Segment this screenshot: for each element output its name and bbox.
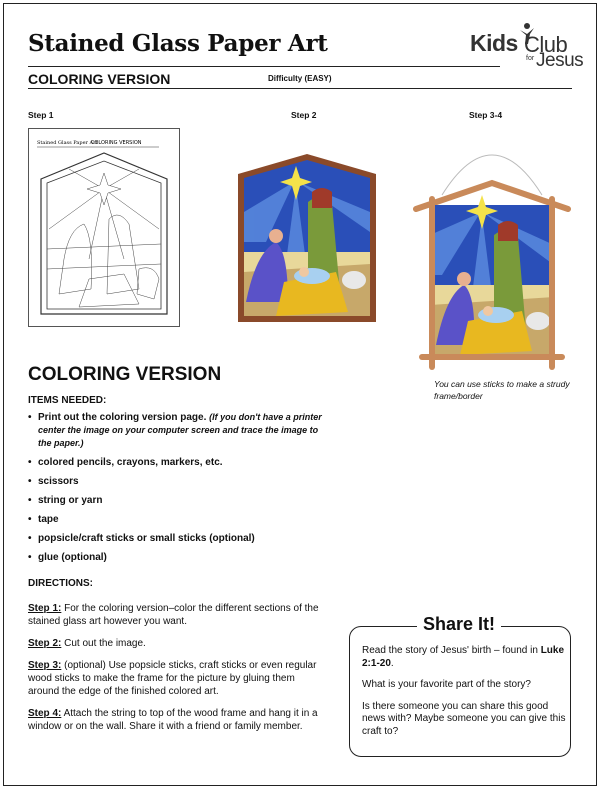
difficulty: Difficulty (EASY) (268, 74, 332, 83)
logo-kids: Kids (470, 30, 518, 56)
share-paragraph: Read the story of Jesus' birth – found in Luke 2:1-20. (362, 645, 565, 669)
subtitle: COLORING VERSION (28, 71, 171, 87)
direction-step: Step 2: Cut out the image. (28, 638, 146, 649)
share-body (362, 645, 567, 747)
thumb-title: Stained Glass Paper Art (37, 140, 98, 146)
direction-step: Step 1: For the coloring version–color the different sections of the stained glass art however you want. (28, 603, 319, 627)
direction-step: Step 4: Attach the string to top of the wood frame and hang it in a window or on the wall. Share it with a friend or family member. (28, 708, 318, 732)
logo-for: for (526, 55, 535, 62)
page-title: Stained Glass Paper Art (28, 30, 328, 57)
coloring-outline-image (29, 129, 179, 326)
step2-label: Step 2 (291, 110, 317, 120)
item-note: (If you don't have a printer center the image on your computer screen and trace the image to the paper.) (38, 412, 322, 448)
items-list (28, 411, 328, 570)
list-item: • Print out the coloring version page. (If you don't have a printer center the image on your computer screen and trace the image to the paper.) (28, 411, 328, 450)
kids-club-logo (470, 22, 582, 70)
frame-caption: You can use sticks to make a strudy frame/border (434, 379, 570, 401)
section-heading: COLORING VERSION (28, 364, 222, 385)
thumb-subtitle: COLORING VERSION (91, 140, 142, 146)
subtitle-rule (28, 88, 572, 89)
logo-club: Club (524, 32, 568, 57)
list-item: • scissors (28, 475, 328, 488)
nativity-framed-svg (412, 135, 572, 370)
share-paragraph: Is there someone you can share this good news with? Maybe someone you can give this craft to? (362, 700, 566, 737)
list-item: • colored pencils, crayons, markers, etc. (28, 456, 328, 469)
coloring-page-thumbnail (28, 128, 180, 327)
directions-heading: DIRECTIONS: (28, 578, 93, 589)
logo-jesus: Jesus (536, 50, 584, 71)
framed-stained-glass-image (412, 135, 572, 370)
nativity-colored-svg (236, 152, 378, 324)
step1-label: Step 1 (28, 110, 54, 120)
share-paragraph: What is your favorite part of the story? (362, 679, 531, 690)
list-item: • glue (optional) (28, 551, 328, 564)
share-title: Share It! (417, 614, 501, 635)
direction-step: Step 3: (optional) Use popsicle sticks, craft sticks or even regular wood sticks to make the frame for the picture by gluing them around the edge of the finished colored art. (28, 660, 317, 697)
items-heading: ITEMS NEEDED: (28, 395, 107, 406)
title-rule (28, 66, 500, 67)
step34-label: Step 3-4 (469, 110, 503, 120)
list-item: • popsicle/craft sticks or small sticks (optional) (28, 532, 328, 545)
directions-list (28, 602, 328, 742)
list-item: • string or yarn (28, 494, 328, 507)
colored-stained-glass-image (236, 152, 378, 324)
list-item: • tape (28, 513, 328, 526)
